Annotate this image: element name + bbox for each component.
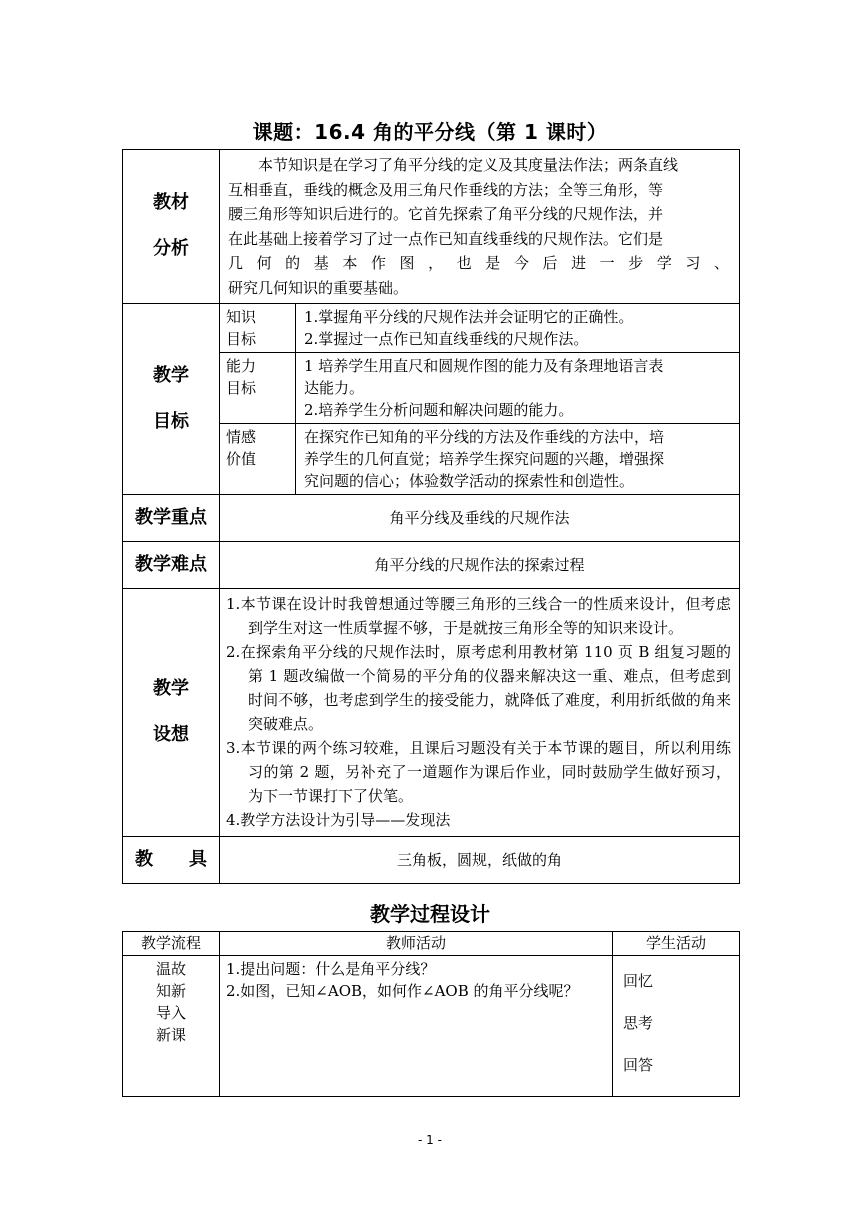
process-title: 教学过程设计 bbox=[370, 902, 490, 926]
design-item: 1.本节课在设计时我曾想通过等腰三角形的三线合一的性质来设计，但考虑到学生对这一性质掌握不够，于是就按三角形全等的知识来设计。 bbox=[226, 594, 732, 637]
lesson-plan-table bbox=[122, 149, 740, 884]
design-item: 3.本节课的两个练习较难，且课后习题没有关于本节课的题目，所以利用练习的第 2 题，另补充了一道题作为课后作业，同时鼓励学生做好预习，为下一节课打下了伏笔。 bbox=[226, 738, 732, 805]
page-number: - 1 - bbox=[418, 1133, 442, 1147]
key-points-row bbox=[123, 494, 740, 541]
analysis-label: 教材 分析 bbox=[123, 150, 220, 304]
design-label: 教学 设想 bbox=[123, 588, 220, 836]
key-points-label: 教学重点 bbox=[123, 494, 220, 541]
analysis-row bbox=[123, 150, 740, 304]
process-header-student: 学生活动 bbox=[613, 932, 740, 956]
design-row bbox=[123, 588, 740, 836]
emotion-label: 情感 价值 bbox=[220, 423, 296, 494]
knowledge-content: 1.掌握角平分线的尺规作法并会证明它的正确性。 2.掌握过一点作已知直线垂线的尺规作法。 bbox=[296, 303, 740, 352]
objectives-label: 教学 目标 bbox=[123, 303, 220, 494]
process-header-teacher: 教师活动 bbox=[220, 932, 613, 956]
difficulties-row bbox=[123, 541, 740, 588]
analysis-content: 本节知识是在学习了角平分线的定义及其度量法作法；两条直线 互相垂直，垂线的概念及用三角尺作垂线的方法；全等三角形，等 腰三角形等知识后进行的。它首先探索了角平分线的尺规作法，并 在此基础上接着学习了过一点作已知直线垂线的尺规作法。它们是 几 何 的 基 本 作 图 ， 也 是 今 后 进 一 步 学 习 、 研究几何知识的重要基础。 bbox=[220, 150, 740, 304]
key-points-content: 角平分线及垂线的尺规作法 bbox=[220, 494, 740, 541]
tools-content: 三角板，圆规，纸做的角 bbox=[220, 836, 740, 883]
process-teacher-activity: 1.提出问题：什么是角平分线？ 2.如图，已知∠AOB，如何作∠AOB 的角平分线呢？ bbox=[220, 956, 613, 1097]
process-header-row bbox=[123, 932, 740, 956]
ability-label: 能力 目标 bbox=[220, 352, 296, 423]
process-student-activity: 回忆 思考 回答 bbox=[613, 956, 740, 1097]
design-content bbox=[220, 588, 740, 836]
difficulties-content: 角平分线的尺规作法的探索过程 bbox=[220, 541, 740, 588]
tools-row bbox=[123, 836, 740, 883]
process-stage: 温故 知新 导入 新课 bbox=[123, 956, 220, 1097]
ability-content: 1 培养学生用直尺和圆规作图的能力及有条理地语言表 达能力。 2.培养学生分析问题和解决问题的能力。 bbox=[296, 352, 740, 423]
difficulties-label: 教学难点 bbox=[123, 541, 220, 588]
design-item: 4.教学方法设计为引导——发现法 bbox=[226, 810, 451, 829]
process-table bbox=[122, 931, 740, 1097]
process-header-stage: 教学流程 bbox=[123, 932, 220, 956]
tools-label: 教 具 bbox=[123, 836, 220, 883]
page-title: 课题：16.4 角的平分线（第 1 课时） bbox=[252, 120, 608, 144]
process-row bbox=[123, 956, 740, 1097]
objectives-knowledge-row bbox=[123, 303, 740, 352]
design-item: 2.在探索角平分线的尺规作法时，原考虑利用教材第 110 页 B 组复习题的第 1 题改编做一个简易的平分角的仪器来解决这一重、难点，但考虑到时间不够，也考虑到学生的接受能力，就降低了难度，利用折纸做的角来突破难点。 bbox=[226, 642, 732, 733]
emotion-content: 在探究作已知角的平分线的方法及作垂线的方法中，培 养学生的几何直觉；培养学生探究问题的兴趣，增强探 究问题的信心；体验数学活动的探索性和创造性。 bbox=[296, 423, 740, 494]
knowledge-label: 知识 目标 bbox=[220, 303, 296, 352]
